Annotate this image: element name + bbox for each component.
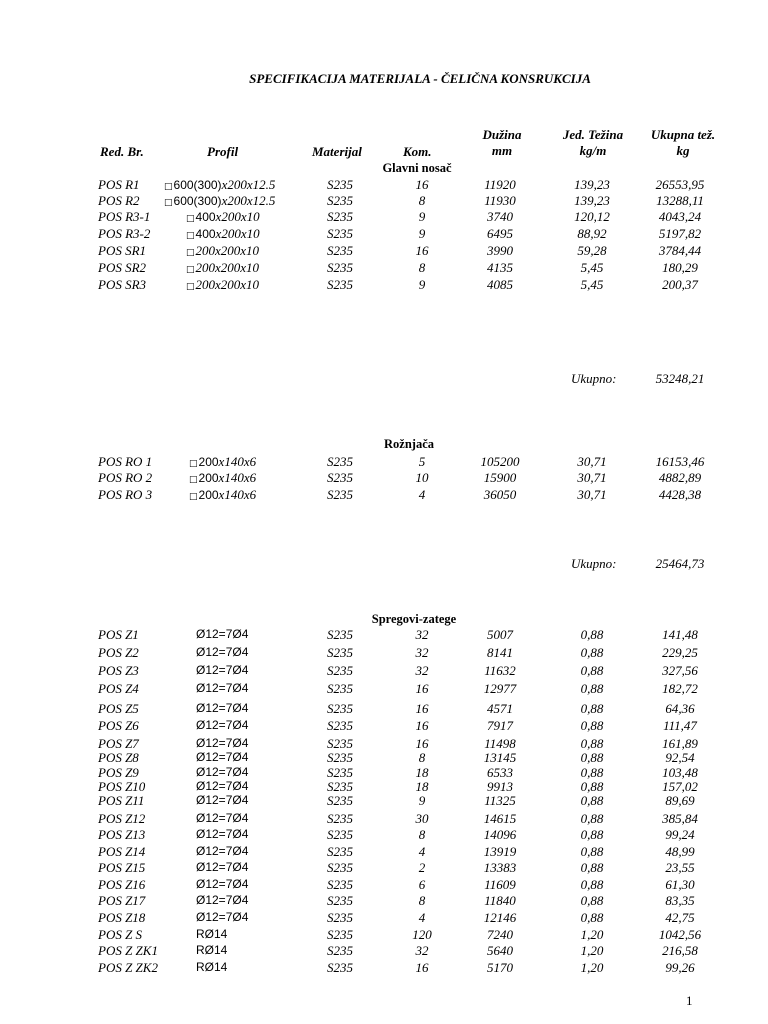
- cell-profil: Ø12=7Ø4: [196, 779, 249, 793]
- cell-red-br: POS Z2: [98, 645, 139, 660]
- table-row: [0, 454, 768, 469]
- cell-jed-tezina: 139,23: [574, 177, 610, 192]
- cell-kom: 4: [418, 487, 426, 502]
- profile-size: 400: [195, 210, 216, 224]
- cell-ukupna-tezina: 61,30: [665, 877, 695, 892]
- cell-red-br: POS Z14: [98, 844, 146, 859]
- table-row: [0, 927, 768, 942]
- table-row: [0, 765, 768, 780]
- cell-duzina: 15900: [483, 470, 517, 485]
- cell-profil: Ø12=7Ø4: [196, 701, 249, 715]
- cell-materijal: S235: [327, 645, 353, 660]
- cell-jed-tezina: 0,88: [580, 681, 604, 696]
- square-tube-icon: □: [186, 214, 195, 224]
- cell-profil: [186, 209, 316, 227]
- cell-ukupna-tezina: 385,84: [662, 811, 698, 826]
- cell-materijal: S235: [327, 487, 353, 502]
- table-row: [0, 226, 768, 241]
- cell-duzina: 5007: [487, 627, 513, 642]
- cell-ukupna-tezina: 103,48: [662, 765, 698, 780]
- cell-red-br: POS Z11: [98, 793, 145, 808]
- cell-jed-tezina: 0,88: [580, 860, 604, 875]
- cell-duzina: 14615: [483, 811, 517, 826]
- cell-duzina: 4085: [487, 277, 513, 292]
- cell-profil: Ø12=7Ø4: [196, 877, 249, 891]
- cell-materijal: S235: [327, 177, 353, 192]
- cell-profil: Ø12=7Ø4: [196, 663, 249, 677]
- cell-ukupna-tezina: 216,58: [662, 943, 698, 958]
- cell-ukupna-tezina: 23,55: [665, 860, 695, 875]
- cell-profil: Ø12=7Ø4: [196, 793, 249, 807]
- table-row: [0, 779, 768, 794]
- cell-duzina: 5170: [487, 960, 513, 975]
- table-row: [0, 910, 768, 925]
- cell-materijal: S235: [327, 701, 353, 716]
- cell-duzina: 12146: [483, 910, 517, 925]
- cell-ukupna-tezina: 4882,89: [658, 470, 702, 485]
- cell-materijal: S235: [327, 910, 353, 925]
- cell-ukupna-tezina: 157,02: [662, 779, 698, 794]
- cell-profil: Ø12=7Ø4: [196, 627, 249, 641]
- cell-duzina: 4135: [487, 260, 513, 275]
- cell-profil: Ø12=7Ø4: [196, 893, 249, 907]
- cell-red-br: POS Z9: [98, 765, 139, 780]
- header-duzina-unit: mm: [491, 143, 513, 158]
- cell-ukupna-tezina: 182,72: [662, 681, 698, 696]
- cell-kom: 16: [415, 960, 429, 975]
- cell-duzina: 3990: [487, 243, 513, 258]
- header-materijal: Materijal: [312, 144, 362, 159]
- table-row: [0, 701, 768, 716]
- cell-profil: Ø12=7Ø4: [196, 645, 249, 659]
- cell-kom: 16: [415, 736, 429, 751]
- square-tube-icon: □: [186, 248, 195, 258]
- cell-kom: 32: [415, 663, 429, 678]
- table-row: [0, 663, 768, 678]
- cell-materijal: S235: [327, 736, 353, 751]
- cell-red-br: POS RO 2: [98, 470, 153, 485]
- cell-profil: Ø12=7Ø4: [196, 681, 249, 695]
- cell-kom: 4: [418, 910, 426, 925]
- cell-duzina: 11325: [484, 793, 516, 808]
- cell-ukupna-tezina: 4428,38: [658, 487, 702, 502]
- profile-dimensions: 200x200x10: [195, 243, 260, 258]
- cell-profil: RØ14: [196, 927, 228, 941]
- profile-dimensions: x140x6: [218, 454, 257, 469]
- cell-materijal: S235: [327, 454, 353, 469]
- cell-jed-tezina: 0,88: [580, 645, 604, 660]
- cell-duzina: 3740: [487, 209, 513, 224]
- cell-duzina: 6495: [487, 226, 513, 241]
- cell-duzina: 14096: [483, 827, 517, 842]
- cell-jed-tezina: 30,71: [577, 487, 607, 502]
- cell-red-br: POS SR2: [98, 260, 147, 275]
- cell-materijal: S235: [327, 943, 353, 958]
- cell-materijal: S235: [327, 793, 353, 808]
- cell-red-br: POS RO 1: [98, 454, 153, 469]
- table-row: [0, 681, 768, 696]
- cell-jed-tezina: 0,88: [580, 811, 604, 826]
- cell-ukupna-tezina: 1042,56: [658, 927, 702, 942]
- cell-red-br: POS Z12: [98, 811, 146, 826]
- page-number: 1: [686, 993, 693, 1008]
- table-row: [0, 718, 768, 733]
- cell-duzina: 105200: [480, 454, 520, 469]
- square-tube-icon: □: [186, 265, 195, 275]
- cell-ukupna-tezina: 327,56: [662, 663, 698, 678]
- cell-profil: Ø12=7Ø4: [196, 860, 249, 874]
- table-row: [0, 960, 768, 975]
- cell-red-br: POS Z4: [98, 681, 139, 696]
- cell-duzina: 7917: [487, 718, 513, 733]
- profile-dimensions: x200x12.5: [221, 177, 276, 192]
- cell-profil: [186, 260, 316, 278]
- cell-kom: 16: [415, 177, 429, 192]
- cell-profil: Ø12=7Ø4: [196, 827, 249, 841]
- cell-duzina: 13145: [483, 750, 517, 765]
- cell-ukupna-tezina: 3784,44: [658, 243, 702, 258]
- cell-red-br: POS Z S: [98, 927, 143, 942]
- table-row: [0, 177, 768, 192]
- cell-ukupna-tezina: 161,89: [662, 736, 698, 751]
- cell-kom: 16: [415, 718, 429, 733]
- cell-red-br: POS R3-2: [98, 226, 151, 241]
- cell-ukupna-tezina: 111,47: [663, 718, 697, 733]
- profile-size: 200: [198, 471, 219, 485]
- cell-profil: Ø12=7Ø4: [196, 910, 249, 924]
- cell-red-br: POS SR3: [98, 277, 147, 292]
- profile-dimensions: x200x10: [215, 209, 260, 224]
- cell-ukupna-tezina: 89,69: [665, 793, 695, 808]
- cell-jed-tezina: 0,88: [580, 844, 604, 859]
- cell-materijal: S235: [327, 663, 353, 678]
- cell-jed-tezina: 0,88: [580, 877, 604, 892]
- cell-duzina: 11609: [484, 877, 516, 892]
- profile-dimensions: x200x10: [215, 226, 260, 241]
- cell-profil: Ø12=7Ø4: [196, 765, 249, 779]
- cell-kom: 9: [418, 277, 426, 292]
- table-row: [0, 277, 768, 292]
- cell-profil: RØ14: [196, 943, 228, 957]
- cell-kom: 30: [415, 811, 429, 826]
- table-row: [0, 260, 768, 275]
- square-tube-icon: □: [164, 198, 173, 208]
- cell-profil: [189, 487, 319, 505]
- cell-red-br: POS Z1: [98, 627, 139, 642]
- cell-ukupna-tezina: 42,75: [665, 910, 695, 925]
- table-row: [0, 943, 768, 958]
- cell-duzina: 7240: [487, 927, 513, 942]
- cell-red-br: POS Z18: [98, 910, 146, 925]
- cell-red-br: POS Z7: [98, 736, 139, 751]
- cell-kom: 16: [415, 681, 429, 696]
- cell-jed-tezina: 0,88: [580, 663, 604, 678]
- cell-red-br: POS Z ZK1: [98, 943, 158, 958]
- cell-kom: 8: [418, 893, 426, 908]
- profile-size: 600(300): [173, 194, 222, 208]
- cell-jed-tezina: 5,45: [580, 277, 604, 292]
- cell-materijal: S235: [327, 960, 353, 975]
- cell-kom: 5: [418, 454, 426, 469]
- cell-duzina: 9913: [487, 779, 513, 794]
- cell-ukupna-tezina: 229,25: [662, 645, 698, 660]
- cell-duzina: 4571: [487, 701, 513, 716]
- cell-kom: 120: [412, 927, 432, 942]
- cell-profil: [186, 243, 316, 261]
- cell-duzina: 11930: [484, 193, 516, 208]
- cell-duzina: 6533: [487, 765, 513, 780]
- cell-kom: 6: [418, 877, 426, 892]
- cell-materijal: S235: [327, 718, 353, 733]
- section-heading-spregovi-zatege: Spregovi-zatege: [371, 612, 457, 626]
- cell-materijal: S235: [327, 193, 353, 208]
- cell-kom: 9: [418, 209, 426, 224]
- cell-kom: 16: [415, 243, 429, 258]
- cell-red-br: POS Z17: [98, 893, 146, 908]
- profile-dimensions: x200x12.5: [221, 193, 276, 208]
- cell-jed-tezina: 59,28: [577, 243, 607, 258]
- cell-ukupna-tezina: 48,99: [665, 844, 695, 859]
- cell-red-br: POS RO 3: [98, 487, 153, 502]
- cell-materijal: S235: [327, 927, 353, 942]
- cell-materijal: S235: [327, 844, 353, 859]
- cell-kom: 32: [415, 943, 429, 958]
- cell-red-br: POS R3-1: [98, 209, 151, 224]
- table-row: [0, 893, 768, 908]
- cell-kom: 32: [415, 627, 429, 642]
- header-red-br: Red. Br.: [100, 144, 144, 159]
- cell-duzina: 8141: [487, 645, 513, 660]
- cell-profil: RØ14: [196, 960, 228, 974]
- cell-materijal: S235: [327, 226, 353, 241]
- cell-duzina: 11632: [484, 663, 516, 678]
- square-tube-icon: □: [164, 182, 173, 192]
- cell-profil: [189, 470, 319, 488]
- cell-jed-tezina: 30,71: [577, 470, 607, 485]
- cell-kom: 8: [418, 193, 426, 208]
- cell-ukupna-tezina: 99,26: [665, 960, 695, 975]
- table-row: [0, 877, 768, 892]
- table-row: [0, 793, 768, 808]
- cell-materijal: S235: [327, 277, 353, 292]
- cell-materijal: S235: [327, 209, 353, 224]
- cell-jed-tezina: 0,88: [580, 910, 604, 925]
- cell-red-br: POS Z ZK2: [98, 960, 158, 975]
- cell-ukupna-tezina: 99,24: [665, 827, 695, 842]
- cell-red-br: POS Z10: [98, 779, 146, 794]
- cell-jed-tezina: 1,20: [580, 960, 604, 975]
- header-ukupna-unit: kg: [676, 143, 690, 158]
- square-tube-icon: □: [189, 475, 198, 485]
- cell-kom: 4: [418, 844, 426, 859]
- cell-red-br: POS Z15: [98, 860, 146, 875]
- cell-jed-tezina: 5,45: [580, 260, 604, 275]
- square-tube-icon: □: [186, 231, 195, 241]
- cell-ukupna-tezina: 64,36: [665, 701, 695, 716]
- square-tube-icon: □: [189, 459, 198, 469]
- document-title: SPECIFIKACIJA MATERIJALA - ČELIČNA KONSRUKCIJA: [249, 71, 591, 86]
- header-duzina: Dužina: [482, 127, 522, 142]
- header-jed-tezina: Jed. Težina: [562, 127, 624, 142]
- profile-dimensions: 200x200x10: [195, 260, 260, 275]
- header-profil: Profil: [207, 144, 239, 159]
- table-row: [0, 811, 768, 826]
- cell-jed-tezina: 88,92: [577, 226, 607, 241]
- profile-size: 600(300): [173, 178, 222, 192]
- cell-profil: Ø12=7Ø4: [196, 750, 249, 764]
- cell-materijal: S235: [327, 627, 353, 642]
- cell-ukupna-tezina: 200,37: [662, 277, 698, 292]
- table-row: [0, 827, 768, 842]
- cell-duzina: 13919: [483, 844, 517, 859]
- cell-profil: Ø12=7Ø4: [196, 736, 249, 750]
- square-tube-icon: □: [189, 492, 198, 502]
- cell-red-br: POS Z8: [98, 750, 139, 765]
- cell-duzina: 13383: [483, 860, 517, 875]
- cell-profil: Ø12=7Ø4: [196, 844, 249, 858]
- profile-dimensions: x140x6: [218, 470, 257, 485]
- section-total-label: Ukupno:: [571, 556, 617, 571]
- table-row: [0, 844, 768, 859]
- table-row: [0, 209, 768, 224]
- cell-kom: 32: [415, 645, 429, 660]
- cell-red-br: POS R1: [98, 177, 140, 192]
- table-row: [0, 243, 768, 258]
- cell-profil: Ø12=7Ø4: [196, 718, 249, 732]
- section-total-label: Ukupno:: [571, 371, 617, 386]
- cell-red-br: POS Z3: [98, 663, 139, 678]
- cell-ukupna-tezina: 13288,11: [656, 193, 704, 208]
- cell-kom: 8: [418, 260, 426, 275]
- cell-duzina: 11498: [484, 736, 516, 751]
- cell-red-br: POS SR1: [98, 243, 147, 258]
- table-row: [0, 193, 768, 208]
- table-row: [0, 736, 768, 751]
- cell-profil: [186, 277, 316, 295]
- section-total-value: 53248,21: [655, 371, 705, 386]
- cell-jed-tezina: 0,88: [580, 718, 604, 733]
- section-heading-glavni-nosac: Glavni nosač: [382, 161, 452, 175]
- cell-duzina: 11840: [484, 893, 516, 908]
- cell-jed-tezina: 139,23: [574, 193, 610, 208]
- table-row: [0, 645, 768, 660]
- cell-materijal: S235: [327, 765, 353, 780]
- cell-kom: 18: [415, 779, 429, 794]
- cell-materijal: S235: [327, 470, 353, 485]
- profile-dimensions: x140x6: [218, 487, 257, 502]
- table-row: [0, 470, 768, 485]
- cell-materijal: S235: [327, 893, 353, 908]
- cell-jed-tezina: 0,88: [580, 793, 604, 808]
- cell-materijal: S235: [327, 827, 353, 842]
- cell-materijal: S235: [327, 877, 353, 892]
- cell-ukupna-tezina: 5197,82: [658, 226, 702, 241]
- cell-kom: 8: [418, 827, 426, 842]
- cell-jed-tezina: 0,88: [580, 779, 604, 794]
- header-jed-tezina-unit: kg/m: [579, 143, 607, 158]
- cell-kom: 18: [415, 765, 429, 780]
- cell-ukupna-tezina: 26553,95: [655, 177, 705, 192]
- cell-kom: 16: [415, 701, 429, 716]
- cell-jed-tezina: 0,88: [580, 701, 604, 716]
- header-kom: Kom.: [403, 144, 432, 159]
- cell-red-br: POS Z6: [98, 718, 139, 733]
- cell-red-br: POS Z16: [98, 877, 146, 892]
- profile-dimensions: 200x200x10: [195, 277, 260, 292]
- cell-red-br: POS Z5: [98, 701, 139, 716]
- cell-duzina: 12977: [483, 681, 517, 696]
- cell-jed-tezina: 120,12: [574, 209, 610, 224]
- cell-kom: 2: [418, 860, 426, 875]
- cell-materijal: S235: [327, 750, 353, 765]
- cell-ukupna-tezina: 92,54: [665, 750, 695, 765]
- cell-jed-tezina: 0,88: [580, 765, 604, 780]
- cell-kom: 9: [418, 226, 426, 241]
- cell-jed-tezina: 0,88: [580, 827, 604, 842]
- table-row: [0, 627, 768, 642]
- cell-ukupna-tezina: 83,35: [665, 893, 695, 908]
- table-row: [0, 750, 768, 765]
- section-heading-roznjaca: Rožnjača: [384, 437, 434, 451]
- profile-size: 400: [195, 227, 216, 241]
- table-row: [0, 860, 768, 875]
- cell-jed-tezina: 0,88: [580, 627, 604, 642]
- profile-size: 200: [198, 455, 219, 469]
- cell-ukupna-tezina: 4043,24: [658, 209, 702, 224]
- cell-materijal: S235: [327, 260, 353, 275]
- cell-jed-tezina: 0,88: [580, 750, 604, 765]
- cell-materijal: S235: [327, 681, 353, 696]
- cell-materijal: S235: [327, 779, 353, 794]
- cell-kom: 10: [415, 470, 429, 485]
- cell-profil: [186, 226, 316, 244]
- square-tube-icon: □: [186, 282, 195, 292]
- cell-ukupna-tezina: 141,48: [662, 627, 698, 642]
- table-row: [0, 487, 768, 502]
- cell-red-br: POS Z13: [98, 827, 146, 842]
- cell-duzina: 11920: [484, 177, 516, 192]
- cell-jed-tezina: 30,71: [577, 454, 607, 469]
- cell-duzina: 36050: [483, 487, 517, 502]
- cell-jed-tezina: 1,20: [580, 943, 604, 958]
- header-ukupna: Ukupna tež.: [650, 127, 716, 142]
- cell-red-br: POS R2: [98, 193, 140, 208]
- section-total-value: 25464,73: [655, 556, 705, 571]
- cell-jed-tezina: 0,88: [580, 736, 604, 751]
- profile-size: 200: [198, 488, 219, 502]
- cell-materijal: S235: [327, 811, 353, 826]
- cell-jed-tezina: 1,20: [580, 927, 604, 942]
- cell-kom: 9: [418, 793, 426, 808]
- cell-materijal: S235: [327, 860, 353, 875]
- cell-duzina: 5640: [487, 943, 513, 958]
- cell-ukupna-tezina: 180,29: [662, 260, 698, 275]
- cell-kom: 8: [418, 750, 426, 765]
- cell-materijal: S235: [327, 243, 353, 258]
- cell-profil: Ø12=7Ø4: [196, 811, 249, 825]
- cell-jed-tezina: 0,88: [580, 893, 604, 908]
- cell-ukupna-tezina: 16153,46: [655, 454, 705, 469]
